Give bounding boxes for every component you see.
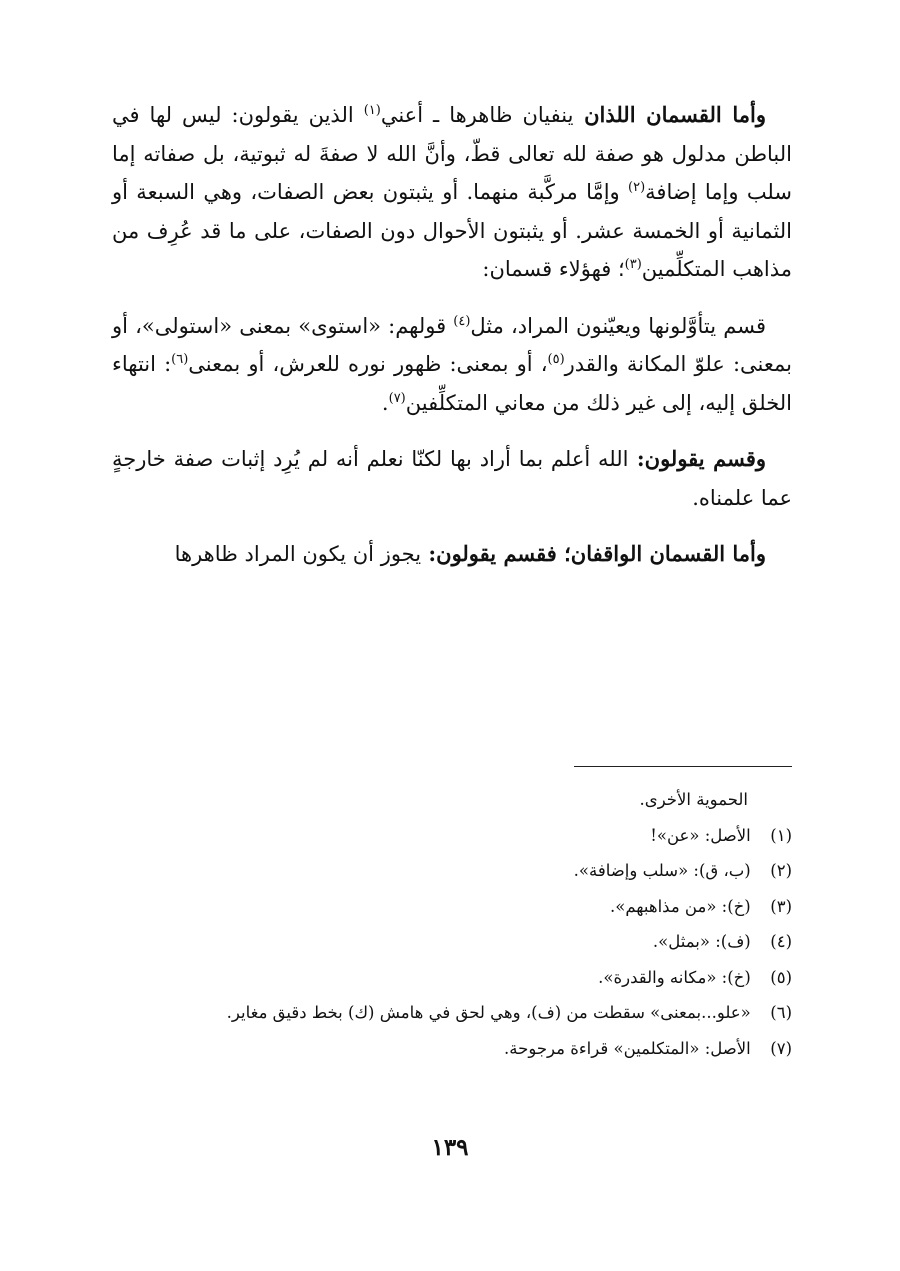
footnote-ref-2[interactable]: (٢): [628, 180, 646, 195]
main-text: [112, 96, 792, 592]
text-run: الذين يقولون: ليس لها في الباطن مدلول هو صفة لله تعالى قطّ، وأنَّ الله لا صفةَ له ثبوتية، بل صفاته إما سلب وإما إضافة: [112, 103, 792, 204]
footnote-4: [112, 924, 792, 960]
paragraph-lead: وقسم يقولون:: [628, 446, 766, 471]
text-run: قسم يتأوَّلونها ويعيّنون المراد، مثل: [470, 313, 766, 338]
footnote-text: الأصل: «عن»!: [650, 825, 751, 845]
footnote-continuation: الحموية الأخرى.: [639, 790, 748, 809]
footnote-separator: [574, 766, 792, 767]
footnote-ref-3[interactable]: (٣): [624, 257, 642, 272]
footnote-number: (٤): [770, 932, 792, 951]
paragraph-2: [112, 307, 792, 423]
footnote-number: (٧): [770, 1038, 792, 1058]
footnote-number: (٥): [770, 967, 792, 987]
paragraph-lead: وأما القسمان اللذان: [573, 102, 766, 127]
footnote-number: (٣): [770, 896, 792, 916]
footnote-ref-1[interactable]: (١): [363, 103, 381, 118]
footnote-7: [112, 1031, 792, 1067]
footnote-number: (١): [770, 825, 792, 845]
text-run: وإمَّا مركَّبة منهما. أو يثبتون بعض الصفات، وهي السبعة أو الثمانية أو الخمسة عشر. أو يثبتون الأحوال دون الصفات، على ما قد عُرِف من مذاهب المتكلِّمين: [112, 180, 792, 281]
paragraph-4: [112, 535, 792, 574]
footnote-text: «علو...بمعنى» سقطت من (ف)، وهي لحق في هامش (ك) بخط دقيق مغاير.: [226, 1003, 751, 1022]
footnote-text: (خ): «من مذاهبهم».: [609, 896, 751, 916]
text-run: الله أعلم بما أراد بها لكنّا نعلم أنه لم يُرِد إثبات صفة خارجةٍ عما علمناه.: [112, 447, 792, 510]
footnote-text: الأصل: «المتكلمين» قراءة مرجوحة.: [504, 1038, 751, 1058]
footnote-ref-6[interactable]: (٦): [171, 352, 189, 367]
paragraph-1: [112, 96, 792, 289]
text-run: يجوز أن يكون المراد ظاهرها: [174, 542, 422, 566]
footnote-ref-5[interactable]: (٥): [547, 352, 565, 367]
footnote-3: [112, 889, 792, 925]
footnote-ref-4[interactable]: (٤): [453, 313, 471, 329]
footnote-text: (خ): «مكانه والقدرة».: [598, 967, 751, 987]
paragraph-3: [112, 440, 792, 517]
paragraph-lead: وأما القسمان الواقفان؛ فقسم يقولون:: [421, 541, 766, 566]
page-number: ١٣٩: [431, 1134, 469, 1161]
text-run: : انتهاء الخلق إليه، إلى غير ذلك من معاني المتكلِّفين: [112, 352, 792, 415]
footnote-number: (٢): [770, 861, 792, 880]
text-run: .: [381, 390, 389, 415]
text-run: ينفيان ظاهرها ـ أعني: [380, 103, 574, 127]
text-run: قولهم: «استوى» بمعنى «استولى»، أو بمعنى: علوّ المكانة والقدر: [112, 313, 792, 376]
text-run: ؛ فهؤلاء قسمان:: [482, 257, 625, 281]
footnote-text: (ب، ق): «سلب وإضافة».: [573, 861, 751, 880]
text-run: ، أو بمعنى: ظهور نوره للعرش، أو بمعنى: [188, 352, 548, 376]
footnotes-section: [112, 782, 792, 1066]
footnote-5: [112, 960, 792, 996]
footnote-number: (٦): [770, 1003, 792, 1022]
footnote-ref-7[interactable]: (٧): [388, 390, 406, 406]
footnote-1: [112, 818, 792, 854]
footnote-6: [112, 995, 792, 1031]
footnote-2: [112, 853, 792, 889]
footnote-text: (ف): «بمثل».: [652, 932, 751, 951]
